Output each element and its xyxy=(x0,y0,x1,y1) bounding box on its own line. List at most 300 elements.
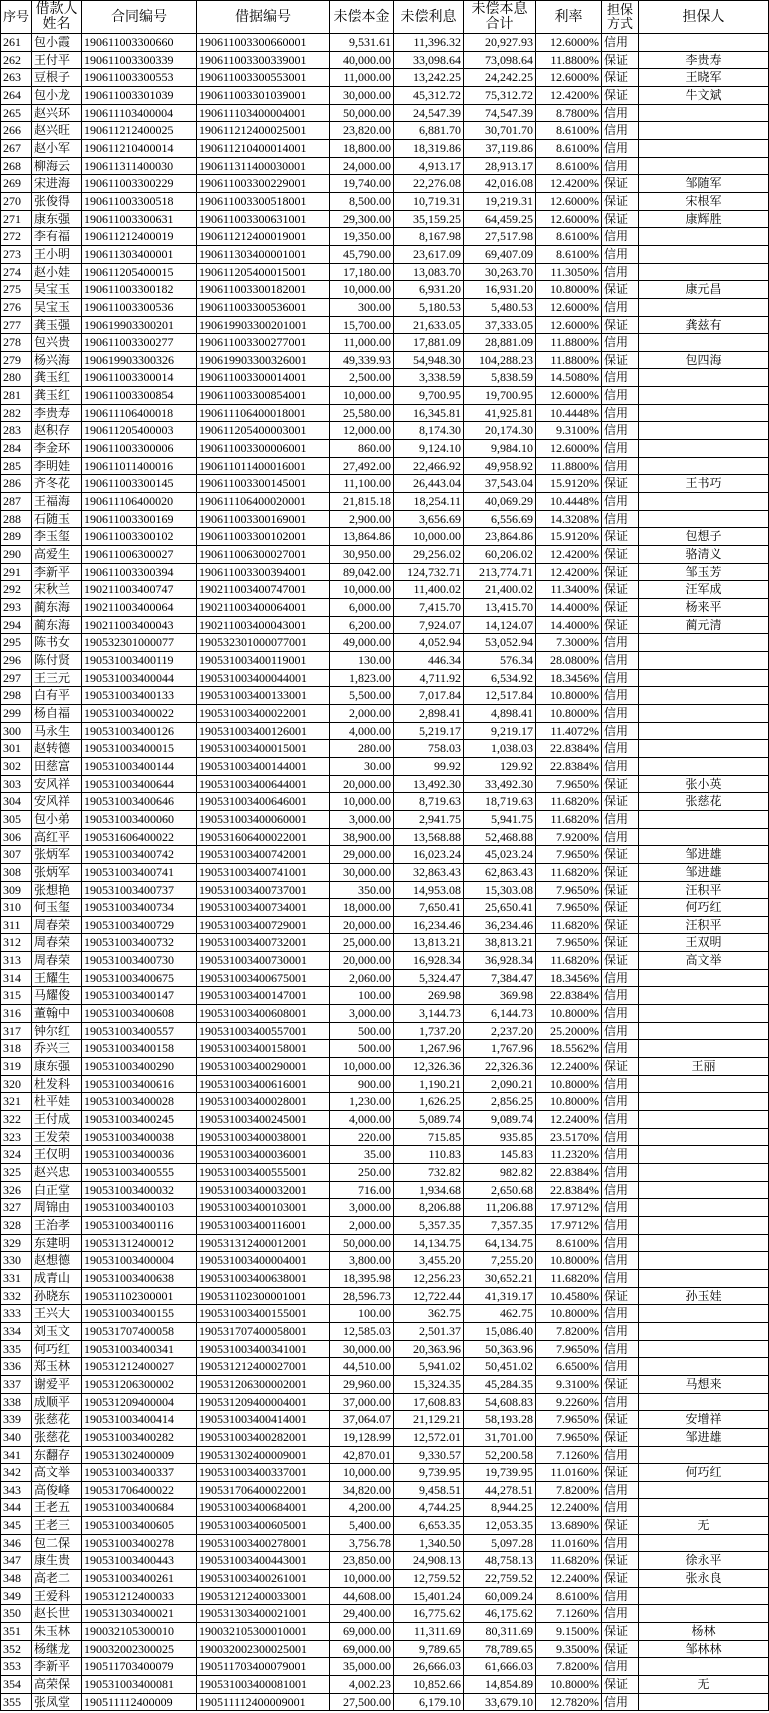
cell-guarantor xyxy=(639,1217,769,1234)
cell-total: 129.92 xyxy=(464,758,536,775)
cell-guarantee-type: 信用 xyxy=(602,334,639,351)
cell-loan-no: 190511703400079001 xyxy=(197,1658,330,1675)
cell-guarantee-type: 保证 xyxy=(602,564,639,581)
cell-borrower: 康东强 xyxy=(32,1058,82,1075)
table-row xyxy=(1,528,769,546)
cell-seq: 310 xyxy=(1,899,32,916)
cell-rate: 11.8800% xyxy=(536,458,602,475)
cell-borrower: 高荣保 xyxy=(32,1676,82,1693)
cell-rate: 11.8800% xyxy=(536,334,602,351)
cell-total: 27,517.98 xyxy=(464,228,536,245)
cell-guarantor: 徐永平 xyxy=(639,1552,769,1569)
cell-total: 7,384.47 xyxy=(464,970,536,987)
cell-guarantee-type: 保证 xyxy=(602,281,639,298)
cell-total: 2,856.25 xyxy=(464,1093,536,1110)
cell-contract-no: 190611003300102 xyxy=(82,528,197,545)
cell-interest: 269.98 xyxy=(394,987,464,1004)
cell-rate: 7.9650% xyxy=(536,882,602,899)
cell-seq: 319 xyxy=(1,1058,32,1075)
cell-seq: 274 xyxy=(1,264,32,281)
cell-total: 21,400.02 xyxy=(464,581,536,598)
cell-contract-no: 190531003400133 xyxy=(82,687,197,704)
cell-loan-no: 190611006300027001 xyxy=(197,546,330,563)
cell-rate: 10.8000% xyxy=(536,1252,602,1269)
cell-contract-no: 190611003300394 xyxy=(82,564,197,581)
cell-interest: 1,267.96 xyxy=(394,1040,464,1057)
cell-principal: 6,200.00 xyxy=(330,617,394,634)
cell-seq: 326 xyxy=(1,1182,32,1199)
cell-seq: 281 xyxy=(1,387,32,404)
cell-interest: 5,324.47 xyxy=(394,970,464,987)
table-row xyxy=(1,793,769,811)
cell-loan-no: 190531003400004001 xyxy=(197,1252,330,1269)
cell-guarantor xyxy=(639,987,769,1004)
cell-rate: 10.4580% xyxy=(536,1288,602,1305)
cell-guarantor xyxy=(639,1076,769,1093)
cell-borrower: 赵转德 xyxy=(32,740,82,757)
cell-contract-no: 190531212400033 xyxy=(82,1588,197,1605)
cell-rate: 11.6820% xyxy=(536,952,602,969)
cell-total: 1,038.03 xyxy=(464,740,536,757)
cell-interest: 4,711.92 xyxy=(394,670,464,687)
cell-total: 14,854.89 xyxy=(464,1676,536,1693)
cell-contract-no: 190531102300001 xyxy=(82,1288,197,1305)
cell-borrower: 王福海 xyxy=(32,493,82,510)
cell-contract-no: 190611003300014 xyxy=(82,369,197,386)
cell-guarantee-type: 信用 xyxy=(602,511,639,528)
table-row xyxy=(1,829,769,847)
cell-principal: 23,850.00 xyxy=(330,1552,394,1569)
cell-interest: 13,568.88 xyxy=(394,829,464,846)
cell-loan-no: 190531003400414001 xyxy=(197,1411,330,1428)
table-row xyxy=(1,1482,769,1500)
cell-guarantor xyxy=(639,334,769,351)
cell-interest: 9,330.57 xyxy=(394,1447,464,1464)
cell-interest: 29,256.02 xyxy=(394,546,464,563)
cell-contract-no: 190531003400555 xyxy=(82,1164,197,1181)
cell-seq: 300 xyxy=(1,723,32,740)
cell-loan-no: 190611003300553001 xyxy=(197,69,330,86)
cell-total: 6,144.73 xyxy=(464,1005,536,1022)
cell-guarantee-type: 保证 xyxy=(602,1464,639,1481)
cell-guarantee-type: 信用 xyxy=(602,264,639,281)
table-row xyxy=(1,1252,769,1270)
table-row xyxy=(1,493,769,511)
table-row xyxy=(1,599,769,617)
cell-rate: 18.3456% xyxy=(536,670,602,687)
cell-total: 19,219.31 xyxy=(464,193,536,210)
cell-principal: 18,395.98 xyxy=(330,1270,394,1287)
cell-total: 935.85 xyxy=(464,1129,536,1146)
cell-borrower: 白有平 xyxy=(32,687,82,704)
cell-guarantee-type: 信用 xyxy=(602,1023,639,1040)
cell-rate: 7.9650% xyxy=(536,1411,602,1428)
cell-interest: 21,633.05 xyxy=(394,317,464,334)
cell-guarantee-type: 信用 xyxy=(602,440,639,457)
cell-contract-no: 190531003400741 xyxy=(82,864,197,881)
cell-guarantee-type: 信用 xyxy=(602,1305,639,1322)
cell-principal: 2,060.00 xyxy=(330,970,394,987)
cell-principal: 3,000.00 xyxy=(330,811,394,828)
cell-contract-no: 190611003300518 xyxy=(82,193,197,210)
cell-guarantor: 张慈花 xyxy=(639,793,769,810)
cell-interest: 7,924.07 xyxy=(394,617,464,634)
cell-seq: 303 xyxy=(1,776,32,793)
cell-seq: 263 xyxy=(1,69,32,86)
cell-loan-no: 190611210400014001 xyxy=(197,140,330,157)
cell-interest: 17,881.09 xyxy=(394,334,464,351)
cell-borrower: 龚玉红 xyxy=(32,387,82,404)
cell-rate: 7.9650% xyxy=(536,846,602,863)
cell-guarantee-type: 信用 xyxy=(602,811,639,828)
cell-loan-no: 190511112400009001 xyxy=(197,1694,330,1711)
cell-interest: 10,000.00 xyxy=(394,528,464,545)
table-row xyxy=(1,723,769,741)
cell-seq: 335 xyxy=(1,1341,32,1358)
cell-borrower: 张炳军 xyxy=(32,846,82,863)
cell-principal: 69,000.00 xyxy=(330,1623,394,1640)
cell-contract-no: 190531302400009 xyxy=(82,1447,197,1464)
cell-seq: 269 xyxy=(1,175,32,192)
table-row xyxy=(1,882,769,900)
table-row xyxy=(1,1623,769,1641)
table-row xyxy=(1,122,769,140)
cell-guarantee-type: 保证 xyxy=(602,952,639,969)
cell-interest: 5,941.02 xyxy=(394,1358,464,1375)
cell-loan-no: 190531003400119001 xyxy=(197,652,330,669)
cell-loan-no: 190611003300536001 xyxy=(197,299,330,316)
cell-guarantee-type: 信用 xyxy=(602,405,639,422)
cell-seq: 344 xyxy=(1,1499,32,1516)
cell-contract-no: 190531003400414 xyxy=(82,1411,197,1428)
cell-principal: 19,740.00 xyxy=(330,175,394,192)
cell-seq: 279 xyxy=(1,352,32,369)
cell-principal: 2,000.00 xyxy=(330,705,394,722)
cell-borrower: 乔兴三 xyxy=(32,1040,82,1057)
cell-guarantor xyxy=(639,1146,769,1163)
cell-seq: 338 xyxy=(1,1394,32,1411)
cell-rate: 7.3000% xyxy=(536,634,602,651)
cell-loan-no: 190531003400737001 xyxy=(197,882,330,899)
cell-total: 16,931.20 xyxy=(464,281,536,298)
cell-guarantee-type: 保证 xyxy=(602,599,639,616)
cell-contract-no: 190531003400245 xyxy=(82,1111,197,1128)
cell-seq: 284 xyxy=(1,440,32,457)
cell-guarantor: 康元昌 xyxy=(639,281,769,298)
cell-guarantor xyxy=(639,122,769,139)
cell-principal: 5,500.00 xyxy=(330,687,394,704)
cell-guarantee-type: 信用 xyxy=(602,1341,639,1358)
header-rate: 利率 xyxy=(536,1,602,33)
cell-contract-no: 190611103400004 xyxy=(82,105,197,122)
table-row xyxy=(1,158,769,176)
cell-guarantee-type: 保证 xyxy=(602,475,639,492)
cell-principal: 40,000.00 xyxy=(330,52,394,69)
cell-guarantee-type: 保证 xyxy=(602,528,639,545)
cell-borrower: 王耀生 xyxy=(32,970,82,987)
cell-seq: 268 xyxy=(1,158,32,175)
cell-rate: 18.3456% xyxy=(536,970,602,987)
cell-loan-no: 190531003400147001 xyxy=(197,987,330,1004)
cell-guarantor xyxy=(639,970,769,987)
cell-interest: 5,219.17 xyxy=(394,723,464,740)
cell-seq: 278 xyxy=(1,334,32,351)
cell-guarantor: 汪积平 xyxy=(639,882,769,899)
cell-guarantee-type: 信用 xyxy=(602,122,639,139)
cell-total: 36,928.34 xyxy=(464,952,536,969)
cell-principal: 69,000.00 xyxy=(330,1641,394,1658)
cell-guarantor: 包四海 xyxy=(639,352,769,369)
cell-interest: 446.34 xyxy=(394,652,464,669)
cell-rate: 22.8384% xyxy=(536,740,602,757)
cell-loan-no: 190611003300854001 xyxy=(197,387,330,404)
cell-total: 37,543.04 xyxy=(464,475,536,492)
cell-seq: 333 xyxy=(1,1305,32,1322)
cell-contract-no: 190611205400003 xyxy=(82,422,197,439)
cell-loan-no: 190611212400019001 xyxy=(197,228,330,245)
table-row xyxy=(1,581,769,599)
cell-contract-no: 190531003400684 xyxy=(82,1499,197,1516)
cell-seq: 345 xyxy=(1,1517,32,1534)
cell-rate: 17.9712% xyxy=(536,1217,602,1234)
cell-principal: 28,596.73 xyxy=(330,1288,394,1305)
cell-principal: 500.00 xyxy=(330,1023,394,1040)
cell-rate: 9.3500% xyxy=(536,1641,602,1658)
cell-borrower: 赵长世 xyxy=(32,1605,82,1622)
header-principal: 未偿本金 xyxy=(330,1,394,33)
header-loan-no: 借据编号 xyxy=(197,1,330,33)
cell-borrower: 石随玉 xyxy=(32,511,82,528)
cell-seq: 340 xyxy=(1,1429,32,1446)
cell-principal: 49,339.93 xyxy=(330,352,394,369)
cell-borrower: 成青山 xyxy=(32,1270,82,1287)
cell-total: 576.34 xyxy=(464,652,536,669)
table-row xyxy=(1,1464,769,1482)
cell-borrower: 包小龙 xyxy=(32,87,82,104)
cell-guarantor: 李贵寿 xyxy=(639,52,769,69)
cell-principal: 250.00 xyxy=(330,1164,394,1181)
cell-interest: 1,190.21 xyxy=(394,1076,464,1093)
cell-seq: 271 xyxy=(1,211,32,228)
cell-rate: 12.6000% xyxy=(536,299,602,316)
cell-loan-no: 190611011400016001 xyxy=(197,458,330,475)
cell-loan-no: 190531003400555001 xyxy=(197,1164,330,1181)
cell-borrower: 龚玉强 xyxy=(32,317,82,334)
cell-rate: 9.3100% xyxy=(536,422,602,439)
cell-guarantee-type: 保证 xyxy=(602,52,639,69)
cell-seq: 283 xyxy=(1,422,32,439)
cell-borrower: 张慈花 xyxy=(32,1411,82,1428)
cell-borrower: 谢爱平 xyxy=(32,1376,82,1393)
cell-interest: 16,775.62 xyxy=(394,1605,464,1622)
cell-rate: 8.6100% xyxy=(536,140,602,157)
cell-total: 37,333.05 xyxy=(464,317,536,334)
cell-loan-no: 190531003400028001 xyxy=(197,1093,330,1110)
cell-guarantee-type: 信用 xyxy=(602,687,639,704)
cell-guarantee-type: 信用 xyxy=(602,1605,639,1622)
cell-seq: 289 xyxy=(1,528,32,545)
cell-interest: 45,312.72 xyxy=(394,87,464,104)
cell-rate: 13.6890% xyxy=(536,1517,602,1534)
cell-contract-no: 190531003400729 xyxy=(82,917,197,934)
cell-total: 37,119.86 xyxy=(464,140,536,157)
cell-total: 5,097.28 xyxy=(464,1535,536,1552)
cell-interest: 12,326.36 xyxy=(394,1058,464,1075)
cell-guarantee-type: 信用 xyxy=(602,299,639,316)
table-row xyxy=(1,1270,769,1288)
cell-principal: 300.00 xyxy=(330,299,394,316)
cell-interest: 3,656.69 xyxy=(394,511,464,528)
cell-loan-no: 190211003400043001 xyxy=(197,617,330,634)
cell-interest: 16,345.81 xyxy=(394,405,464,422)
cell-seq: 350 xyxy=(1,1605,32,1622)
cell-principal: 10,000.00 xyxy=(330,1058,394,1075)
cell-loan-no: 190531003400036001 xyxy=(197,1146,330,1163)
cell-total: 7,255.20 xyxy=(464,1252,536,1269)
cell-borrower: 高红平 xyxy=(32,829,82,846)
cell-rate: 11.0160% xyxy=(536,1464,602,1481)
table-body xyxy=(1,34,769,1711)
table-row xyxy=(1,1146,769,1164)
cell-interest: 5,357.35 xyxy=(394,1217,464,1234)
cell-loan-no: 190032105300010001 xyxy=(197,1623,330,1640)
cell-seq: 355 xyxy=(1,1694,32,1711)
cell-loan-no: 190611003300182001 xyxy=(197,281,330,298)
cell-loan-no: 190531003400103001 xyxy=(197,1199,330,1216)
cell-interest: 7,650.41 xyxy=(394,899,464,916)
cell-rate: 7.9650% xyxy=(536,1341,602,1358)
cell-total: 40,069.29 xyxy=(464,493,536,510)
cell-borrower: 李新平 xyxy=(32,1658,82,1675)
cell-total: 33,679.10 xyxy=(464,1694,536,1711)
cell-borrower: 张想艳 xyxy=(32,882,82,899)
cell-contract-no: 190611106400018 xyxy=(82,405,197,422)
cell-total: 41,925.81 xyxy=(464,405,536,422)
cell-rate: 7.8200% xyxy=(536,1658,602,1675)
cell-guarantee-type: 信用 xyxy=(602,1129,639,1146)
cell-principal: 11,000.00 xyxy=(330,69,394,86)
cell-rate: 11.6820% xyxy=(536,1552,602,1569)
cell-principal: 30.00 xyxy=(330,758,394,775)
cell-guarantor: 康辉胜 xyxy=(639,211,769,228)
table-row xyxy=(1,475,769,493)
cell-interest: 758.03 xyxy=(394,740,464,757)
cell-interest: 7,017.84 xyxy=(394,687,464,704)
cell-principal: 1,823.00 xyxy=(330,670,394,687)
cell-guarantee-type: 信用 xyxy=(602,1323,639,1340)
cell-total: 54,608.83 xyxy=(464,1394,536,1411)
cell-total: 6,534.92 xyxy=(464,670,536,687)
cell-seq: 286 xyxy=(1,475,32,492)
cell-guarantor xyxy=(639,458,769,475)
cell-total: 69,407.09 xyxy=(464,246,536,263)
cell-loan-no: 190531302400009001 xyxy=(197,1447,330,1464)
cell-contract-no: 190531003400675 xyxy=(82,970,197,987)
cell-guarantor xyxy=(639,723,769,740)
cell-interest: 8,174.30 xyxy=(394,422,464,439)
cell-borrower: 东建明 xyxy=(32,1235,82,1252)
table-row xyxy=(1,369,769,387)
cell-borrower: 高文举 xyxy=(32,1464,82,1481)
cell-principal: 20,000.00 xyxy=(330,776,394,793)
cell-guarantee-type: 保证 xyxy=(602,193,639,210)
cell-seq: 305 xyxy=(1,811,32,828)
cell-rate: 12.6000% xyxy=(536,193,602,210)
cell-seq: 316 xyxy=(1,1005,32,1022)
cell-contract-no: 190531003400060 xyxy=(82,811,197,828)
table-row xyxy=(1,1499,769,1517)
cell-guarantor: 安增祥 xyxy=(639,1411,769,1428)
cell-guarantee-type: 信用 xyxy=(602,387,639,404)
cell-guarantee-type: 信用 xyxy=(602,1146,639,1163)
cell-contract-no: 190611003300006 xyxy=(82,440,197,457)
cell-contract-no: 190611003300339 xyxy=(82,52,197,69)
cell-guarantee-type: 保证 xyxy=(602,87,639,104)
cell-rate: 12.4200% xyxy=(536,564,602,581)
cell-contract-no: 190531003400737 xyxy=(82,882,197,899)
cell-guarantee-type: 信用 xyxy=(602,493,639,510)
cell-borrower: 郑玉林 xyxy=(32,1358,82,1375)
cell-seq: 313 xyxy=(1,952,32,969)
cell-total: 41,319.17 xyxy=(464,1288,536,1305)
cell-guarantor: 无 xyxy=(639,1676,769,1693)
cell-guarantor: 杨来平 xyxy=(639,599,769,616)
cell-contract-no: 190611311400030 xyxy=(82,158,197,175)
cell-borrower: 王付成 xyxy=(32,1111,82,1128)
cell-interest: 9,789.65 xyxy=(394,1641,464,1658)
cell-interest: 24,908.13 xyxy=(394,1552,464,1569)
cell-rate: 11.0160% xyxy=(536,1535,602,1552)
cell-seq: 339 xyxy=(1,1411,32,1428)
cell-guarantee-type: 信用 xyxy=(602,670,639,687)
cell-loan-no: 190531003400742001 xyxy=(197,846,330,863)
cell-guarantee-type: 信用 xyxy=(602,1093,639,1110)
cell-guarantee-type: 信用 xyxy=(602,987,639,1004)
cell-principal: 89,042.00 xyxy=(330,564,394,581)
cell-contract-no: 190619903300326 xyxy=(82,352,197,369)
cell-loan-no: 190531102300001001 xyxy=(197,1288,330,1305)
cell-interest: 110.83 xyxy=(394,1146,464,1163)
cell-guarantee-type: 信用 xyxy=(602,740,639,757)
cell-principal: 10,000.00 xyxy=(330,281,394,298)
table-row xyxy=(1,1129,769,1147)
cell-total: 23,864.86 xyxy=(464,528,536,545)
cell-rate: 11.6820% xyxy=(536,864,602,881)
cell-guarantee-type: 信用 xyxy=(602,1040,639,1057)
cell-rate: 12.4200% xyxy=(536,546,602,563)
table-row xyxy=(1,458,769,476)
cell-guarantee-type: 信用 xyxy=(602,1270,639,1287)
cell-seq: 265 xyxy=(1,105,32,122)
cell-rate: 8.6100% xyxy=(536,228,602,245)
cell-contract-no: 190611106400020 xyxy=(82,493,197,510)
cell-interest: 1,340.50 xyxy=(394,1535,464,1552)
cell-interest: 1,626.25 xyxy=(394,1093,464,1110)
cell-loan-no: 190531003400741001 xyxy=(197,864,330,881)
cell-interest: 54,948.30 xyxy=(394,352,464,369)
cell-contract-no: 190532301000077 xyxy=(82,634,197,651)
cell-borrower: 高爱生 xyxy=(32,546,82,563)
table-row xyxy=(1,1658,769,1676)
cell-rate: 15.9120% xyxy=(536,528,602,545)
header-borrower: 借款人姓名 xyxy=(32,1,82,33)
cell-loan-no: 190611106400020001 xyxy=(197,493,330,510)
cell-total: 75,312.72 xyxy=(464,87,536,104)
cell-guarantor: 张永良 xyxy=(639,1570,769,1587)
cell-guarantor xyxy=(639,369,769,386)
table-row xyxy=(1,299,769,317)
cell-interest: 24,547.39 xyxy=(394,105,464,122)
